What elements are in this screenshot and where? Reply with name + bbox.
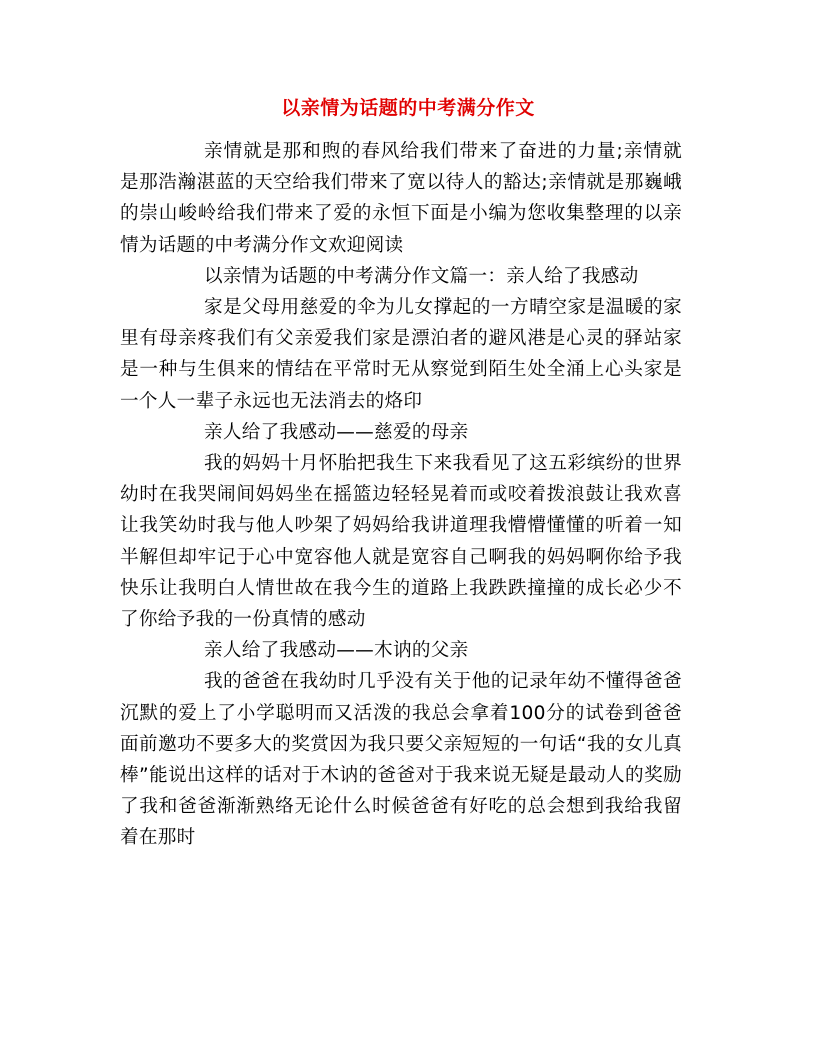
document-body bbox=[120, 136, 682, 854]
paragraph-mother: 我的妈妈十月怀胎把我生下来我看见了这五彩缤纷的世界幼时在我哭闹间妈妈坐在摇篮边轻轻晃着而或咬着拨浪鼓让我欢喜让我笑幼时我与他人吵架了妈妈给我讲道理我懵懵懂懂的听着一知半解但却牢记于心中宽容他人就是宽容自己啊我的妈妈啊你给予我快乐让我明白人情世故在我今生的道路上我跌跌撞撞的成长必少不了你给予我的一份真情的感动 bbox=[120, 453, 682, 631]
document-title: 以亲情为话题的中考满分作文 bbox=[281, 97, 535, 119]
paragraph-intro: 亲情就是那和煦的春风给我们带来了奋进的力量;亲情就是那浩瀚湛蓝的天空给我们带来了宽以待人的豁达;亲情就是那巍峨的崇山峻岭给我们带来了爱的永恒下面是小编为您收集整理的以亲情为话题的中考满分作文欢迎阅读 bbox=[120, 141, 682, 256]
subheading-mother: 亲人给了我感动——慈爱的母亲 bbox=[204, 421, 469, 443]
paragraph-father: 我的爸爸在我幼时几乎没有关于他的记录年幼不懂得爸爸沉默的爱上了小学聪明而又活泼的我总会拿着100分的试卷到爸爸面前邀功不要多大的奖赏因为我只要父亲短短的一句话“我的女儿真棒”能说出这样的话对于木讷的爸爸对于我来说无疑是最动人的奖励了我和爸爸渐渐熟络无论什么时候爸爸有好吃的总会想到我给我留着在那时 bbox=[120, 671, 682, 849]
paragraph-home: 家是父母用慈爱的伞为儿女撑起的一方晴空家是温暖的家里有母亲疼我们有父亲爱我们家是漂泊者的避风港是心灵的驿站家是一种与生俱来的情结在平常时无从察觉到陌生处全涌上心头家是一个人一辈子永远也无法消去的烙印 bbox=[120, 297, 682, 412]
subheading-father: 亲人给了我感动——木讷的父亲 bbox=[204, 640, 469, 662]
section-heading-1: 以亲情为话题的中考满分作文篇一：亲人给了我感动 bbox=[204, 265, 639, 287]
